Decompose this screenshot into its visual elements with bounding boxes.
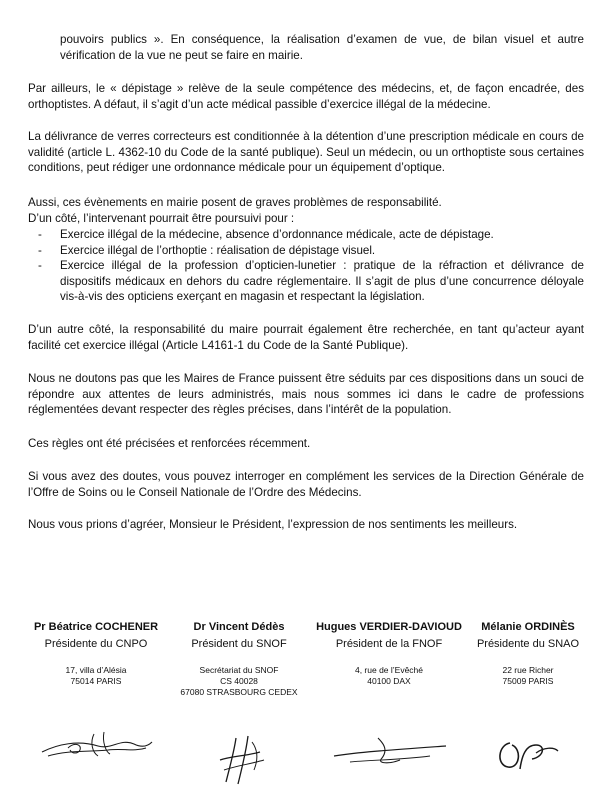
- signature-ordines: [492, 735, 562, 775]
- paragraph-public-powers: pouvoirs publics ». En conséquence, la réalisation d’examen de vue, de bilan visuel et autre vérification de la vue ne peut se faire en mairie.: [60, 33, 584, 62]
- list-item: - Exercice illégal de la médecine, absence d’ordonnance médicale, acte de dépistage.: [38, 228, 494, 241]
- signatory-address: 4, rue de l’Evêché 40100 DAX: [354, 665, 424, 686]
- signatory-dedes: [164, 620, 314, 698]
- list-item: - Exercice illégal de la profession d’opticien-lunetier : pratique de la réfraction et délivrance de dispositifs médicaux en dehors du cadre réglementaire. Il s’agit de plus d’une concurrence déloyale vis-à-vis des opticiens exerçant en magasin et respectant la législation.: [38, 259, 584, 304]
- paragraph-regulated-professions: Nous ne doutons pas que les Maires de France puissent être séduits par ces dispositions dans un souci de répondre aux attentes de leurs administrés, mais nous sommes ici dans le cadre de professions réglementées devant respecter des règles précises, dans l’intérêt de la population.: [28, 372, 584, 417]
- signature-dedes: [214, 730, 274, 790]
- signatory-role: Présidente du CNPO: [44, 638, 148, 650]
- signatory-role: Présidente du SNAO: [476, 638, 580, 650]
- signatory-name: Dr Vincent Dédès: [193, 621, 285, 633]
- signature-cochener: [38, 722, 156, 768]
- paragraph-responsibility-intro: Aussi, ces évènements en mairie posent de graves problèmes de responsabilité.: [28, 196, 442, 209]
- paragraph-closing: Nous vous prions d’agréer, Monsieur le Président, l’expression de nos sentiments les meilleurs.: [28, 518, 518, 531]
- paragraph-rules-reinforced: Ces règles ont été précisées et renforcées récemment.: [28, 437, 311, 450]
- paragraph-mayor-liability: D’un autre côté, la responsabilité du maire pourrait également être recherchée, en tant qu’acteur ayant facilité cet exercice illégal (Article L4161-1 du Code de la Santé Publique).: [28, 323, 584, 352]
- signatory-name: Hugues VERDIER-DAVIOUD: [316, 621, 462, 633]
- signatory-address: 17, villa d’Alésia 75014 PARIS: [65, 665, 127, 686]
- signatory-ordines: [453, 620, 603, 687]
- signatory-name: Mélanie ORDINÈS: [481, 621, 575, 633]
- signatory-address: Secrétariat du SNOF CS 40028 67080 STRASBOURG CEDEX: [180, 665, 298, 697]
- paragraph-screening: Par ailleurs, le « dépistage » relève de la seule compétence des médecins, et, de façon encadrée, des orthoptistes. A défaut, il s’agit d’un acte médical passible d’exercice illégal de la médecine.: [28, 82, 584, 111]
- signatory-name: Pr Béatrice COCHENER: [33, 621, 159, 633]
- signatory-verdier-davioud: [314, 620, 464, 687]
- paragraph-responsibility-lead: D’un côté, l’intervenant pourrait être poursuivi pour :: [28, 212, 295, 225]
- signature-verdier-davioud: [330, 730, 450, 770]
- paragraph-contact-services: Si vous avez des doutes, vous pouvez interroger en complément les services de la Direction Générale de l’Offre de Soins ou le Conseil Nationale de l’Ordre des Médecins.: [28, 470, 584, 499]
- paragraph-prescription: La délivrance de verres correcteurs est conditionnée à la détention d’une prescription médicale en cours de validité (article L. 4362-10 du Code de la santé publique). Seul un médecin, ou un orthoptiste sous certaines conditions, peut rédiger une ordonnance médicale pour un équipement d’optique.: [28, 130, 584, 175]
- offences-list: [28, 227, 584, 305]
- signatory-cochener: [21, 620, 171, 687]
- signatory-address: 22 rue Richer 75009 PARIS: [502, 665, 554, 686]
- signatory-role: Président de la FNOF: [335, 638, 443, 650]
- list-item: - Exercice illégal de l’orthoptie : réalisation de dépistage visuel.: [38, 243, 376, 257]
- signatory-role: Président du SNOF: [191, 638, 287, 650]
